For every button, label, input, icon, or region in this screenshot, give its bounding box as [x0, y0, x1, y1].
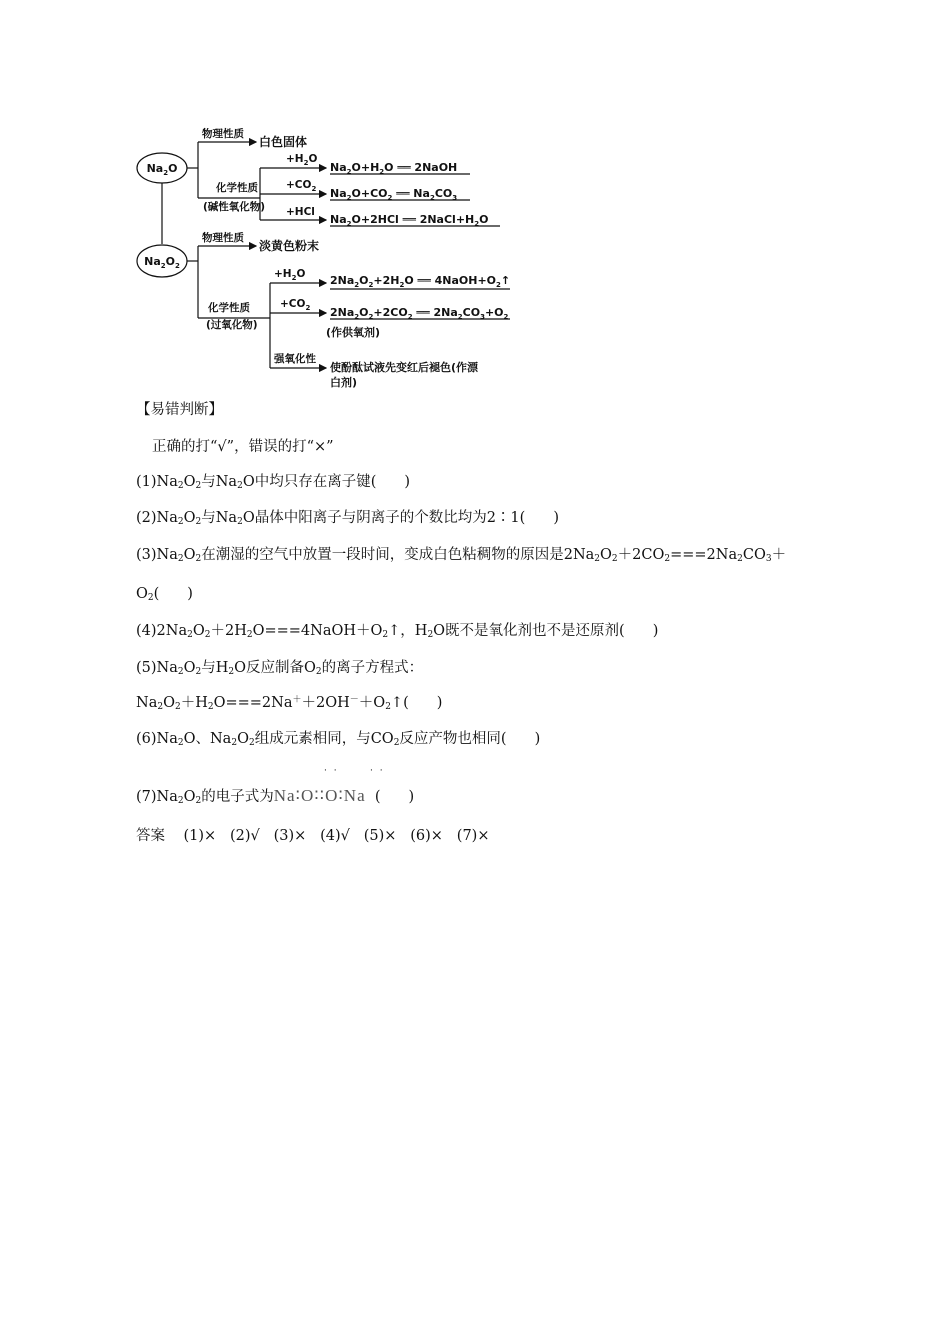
question-4: $(4)2Na_2O_2+2H_2O===4NaOH+O_2↑$，$H_2O$既不是氧化剂也不是还原剂( ) [136, 623, 659, 640]
answer-2: (2)√ [229, 828, 260, 844]
na2o-eq-co2: $Na_2O+CO_2$ ══ $Na_2CO_3$ [330, 187, 458, 202]
na2o2-node-label: $Na_2O_2$ [144, 255, 180, 270]
answer-7: (7)× [456, 828, 490, 844]
answer-3: (3)× [273, 828, 307, 844]
na2o-reagent-hcl: +HCl [286, 206, 315, 218]
electron-dots-left: · · [324, 766, 339, 776]
answer-line [136, 826, 489, 846]
na2o2-co2-note: (作供氧剂) [326, 326, 381, 339]
na2o2-chemical-label: 化学性质 [208, 302, 250, 314]
properties-diagram [130, 118, 530, 389]
na2o2-oxidizing-value-2: 白剂) [330, 376, 358, 389]
na2o-reagent-h2o: $+H_2O$ [286, 153, 318, 167]
question-5-equation: $Na_2O_2+H_2O===2Na^++2OH^-+O_2↑$( ) [136, 695, 443, 712]
answer-4: (4)√ [320, 828, 350, 844]
na2o2-chemical-note: (过氧化物) [206, 319, 258, 331]
na2o2-oxidizing-label: 强氧化性 [274, 353, 316, 365]
na2o2-reagent-co2: $+CO_2$ [280, 298, 311, 312]
na2o-chemical-note: (碱性氧化物) [203, 201, 266, 213]
na2o2-reagent-h2o: $+H_2O$ [274, 268, 306, 282]
na2o2-eq-co2: $2Na_2O_2+2CO_2$ ══ $2Na_2CO_3+O_2$ [330, 306, 509, 321]
na2o2-physical-value: 淡黄色粉末 [259, 239, 320, 253]
electron-formula: Na∶O∶∶O∶Na [273, 786, 366, 805]
na2o-reagent-co2: $+CO_2$ [286, 179, 317, 193]
section-title: 【易错判断】 [136, 402, 223, 418]
question-3-continued: $O_2$( ) [136, 586, 193, 603]
electron-dots-right: · · [370, 766, 385, 776]
question-5: $(5)Na_2O_2$与$H_2O$反应制备$O_2$的离子方程式： [136, 660, 424, 677]
na2o-physical-value: 白色固体 [259, 135, 308, 149]
question-7: $(7)Na_2O_2$的电子式为Na∶O∶∶O∶Na ( ) [136, 786, 415, 806]
question-1: $(1)Na_2O_2$与$Na_2O$中均只存在离子键( ) [136, 474, 411, 491]
na2o2-oxidizing-value-1: 使酚酞试液先变红后褪色(作漂 [330, 361, 479, 374]
question-6: $(6)Na_2O$、$Na_2O_2$组成元素相同，与$CO_2$反应产物也相同( ) [136, 731, 541, 748]
na2o-eq-h2o: $Na_2O+H_2O$ ══ 2NaOH [330, 161, 458, 176]
answer-6: (6)× [410, 828, 443, 844]
instruction-text: 正确的打“√”，错误的打“×” [152, 439, 334, 455]
question-3: $(3)Na_2O_2$在潮湿的空气中放置一段时间，变成白色粘稠物的原因是$2Na_2O_2+2CO_2===2Na_2CO_3+$ [136, 547, 787, 564]
na2o2-physical-label: 物理性质 [202, 232, 244, 244]
na2o-eq-hcl: $Na_2O+2HCl$ ══ $2NaCl+H_2O$ [330, 213, 489, 228]
question-2: $(2)Na_2O_2$与$Na_2O$晶体中阳离子与阴离子的个数比均为2∶1( ) [136, 510, 559, 527]
na2o2-eq-h2o: $2Na_2O_2+2H_2O$ ══ $4NaOH+O_2↑$ [330, 274, 511, 289]
na2o-chemical-label: 化学性质 [216, 182, 258, 194]
answer-label: 答案 [136, 828, 165, 844]
na2o-physical-label: 物理性质 [202, 128, 244, 140]
answer-5: (5)× [363, 828, 397, 844]
answer-1: (1)× [183, 828, 217, 844]
na2o-node-label: $Na_2O$ [146, 162, 178, 177]
